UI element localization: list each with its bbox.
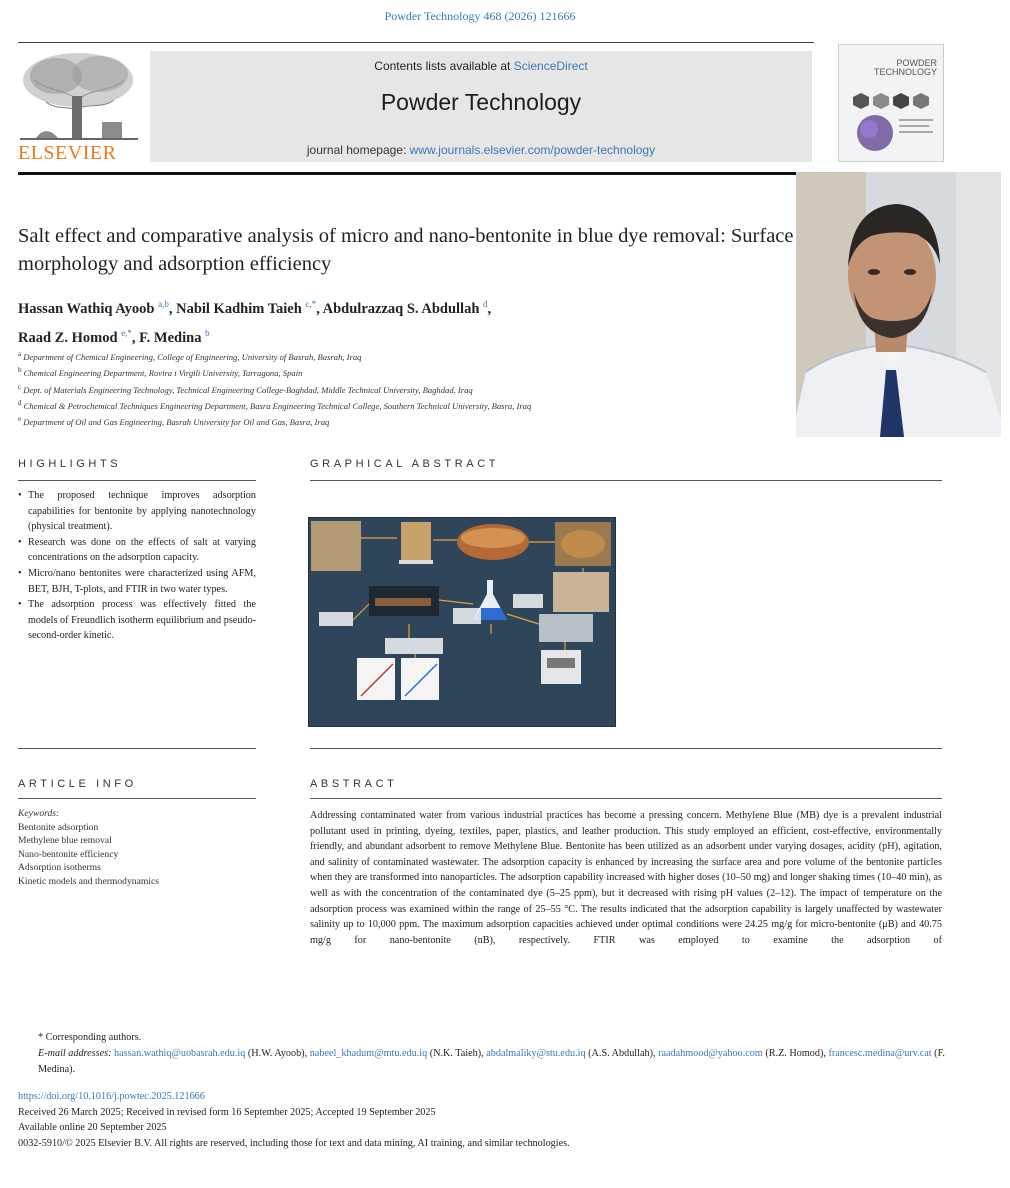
affiliation-text: Chemical Engineering Department, Rovira i Virgili University, Tarragona, Spain: [23, 368, 303, 379]
affiliation-sup: e: [18, 415, 22, 424]
article-title: Salt effect and comparative analysis of micro and nano-bentonite in blue dye removal: Surface morphology and adsorption efficiency: [18, 225, 794, 275]
affiliation-text: Dept. of Materials Engineering Technology, Technical Engineering College-Baghdad, Middle Technical University, Baghdad, Iraq: [23, 384, 473, 395]
publication-info: [18, 1089, 948, 1151]
author-photo: [796, 172, 1001, 437]
journal-reference-link[interactable]: Powder Technology 468 (2026) 121666: [384, 9, 576, 23]
affiliation-text: Department of Chemical Engineering, College of Engineering, University of Basrah, Basrah, Iraq: [23, 351, 362, 362]
contents-line: [150, 59, 812, 73]
affiliation-sup: d: [18, 398, 22, 407]
highlight-item: • The adsorption process was effectively fitted the models of Freundlich isotherm equilibrium and pseudo-second-order kinetic.: [18, 597, 256, 644]
highlights-heading: HIGHLIGHTS: [18, 458, 122, 470]
email-line: [18, 1046, 948, 1078]
available-online: Available online 20 September 2025: [18, 1122, 167, 1133]
homepage-link[interactable]: www.journals.elsevier.com/powder-technology: [409, 143, 656, 157]
affiliation-sup: a: [18, 350, 22, 358]
email-owner: (F. Medina).: [38, 1048, 945, 1075]
affiliation-sup: c: [18, 382, 22, 391]
email-link[interactable]: nabeel_khadum@mtu.edu.iq: [309, 1048, 428, 1059]
highlights-bottom-rule: [18, 748, 256, 749]
highlight-item: • Research was done on the effects of salt at varying concentrations on the adsorption capacity.: [18, 535, 256, 566]
affiliation-item: [18, 348, 798, 364]
author-affiliation-sup[interactable]: e,*: [121, 327, 132, 338]
email-label: E-mail addresses:: [38, 1048, 112, 1059]
keyword-item: Bentonite adsorption: [18, 821, 99, 833]
header-top-rule: [18, 42, 814, 43]
author-affiliation-sup[interactable]: a,b: [158, 299, 169, 309]
contents-prefix: Contents lists available at: [374, 59, 514, 73]
author-affiliation-sup[interactable]: b: [205, 327, 210, 338]
publication-dates: Received 26 March 2025; Received in revised form 16 September 2025; Accepted 19 September 2025: [18, 1106, 436, 1118]
highlights-list: [18, 488, 256, 644]
highlight-item: • Micro/nano bentonites were characterized using AFM, BET, BJH, T-plots, and FTIR in two water types.: [18, 566, 256, 597]
cover-title-line1: POWDER: [896, 58, 937, 68]
journal-cover-image: [838, 44, 944, 162]
article-info-rule: [18, 798, 256, 799]
homepage-line: [150, 143, 812, 157]
email-link[interactable]: raadahmood@yahoo.com: [658, 1048, 763, 1059]
keyword-item: Nano-bentonite efficiency: [18, 848, 119, 860]
cover-title-line2: TECHNOLOGY: [873, 67, 937, 77]
keyword-item: Methylene blue removal: [18, 835, 112, 847]
abstract-text: Addressing contaminated water from various industrial practices has become a pressing concern. Methylene Blue (MB) dye is a prevalent industrial pollutant used in printing, dyeing, textiles, paper, plastics, and leather production. This study employed an efficient, cost-effective, environmentally friendly, and abundant adsorbent to remove Methylene Blue. Bentonite has been utilized as an adsorbent under varying dosages, acidity (pH), agitation, and salinity of contaminated wastewater. The adsorption capacity is enhanced by increasing the surface area and pore volume of the bentonite particles when they are transformed into nanoparticles. The adsorption capability increased with higher doses (10–50 mg) and longer shaking times (10–40 min), as well as with the concentration of the contaminated dye (5–25 ppm), but it decreased with rising pH values (2–12). The impact of temperature on the adsorption process was examined within the range of 25–55 °C. The results indicated that the adsorption capability is largely unaffected by wastewater salinity up to 10,000 ppm. The maximum adsorption capacities achieved under optimal conditions were 24.25 mg/g for micro-bentonite (μB) and 40.75 mg/g for nano-bentonite (nB), respectively. FTIR was employed to examine the adsorption of: [310, 810, 942, 946]
highlight-item: • The proposed technique improves adsorption capabilities for bentonite by applying nanotechnology (physical treatment).: [18, 488, 256, 535]
author-name[interactable]: Abdulrazzaq S. Abdullah: [322, 300, 480, 317]
author-affiliation-sup[interactable]: d: [483, 299, 488, 309]
elsevier-tree-icon: [16, 50, 142, 142]
author-portrait-icon: [796, 172, 1001, 437]
keyword-item: Kinetic models and thermodynamics: [18, 875, 159, 887]
affiliation-list: [18, 348, 798, 429]
cover-artwork-icon: [843, 85, 939, 157]
affiliation-item: [18, 381, 798, 397]
graphical-abstract-heading: GRAPHICAL ABSTRACT: [310, 458, 500, 470]
author-name[interactable]: F. Medina: [139, 329, 202, 346]
graphical-abstract-image[interactable]: [308, 517, 616, 727]
keyword-item: Adsorption isotherms: [18, 862, 101, 874]
article-info-heading: ARTICLE INFO: [18, 778, 137, 790]
doi-link[interactable]: https://doi.org/10.1016/j.powtec.2025.121666: [18, 1091, 205, 1102]
affiliation-text: Department of Oil and Gas Engineering, Basrah University for Oil and Gas, Basra, Iraq: [23, 416, 330, 427]
elsevier-logo: [16, 50, 142, 165]
graphical-abstract-figure-icon: [309, 518, 615, 726]
author-name[interactable]: Hassan Wathiq Ayoob: [18, 300, 155, 317]
affiliation-item: [18, 397, 798, 413]
email-link[interactable]: hassan.wathiq@uobasrah.edu.iq: [114, 1048, 246, 1059]
journal-name: Powder Technology: [380, 89, 582, 115]
corresponding-note: * Corresponding authors.: [38, 1032, 142, 1043]
author-name[interactable]: Nabil Kadhim Taieh: [176, 300, 302, 317]
email-owner: (A.S. Abdullah),: [588, 1048, 656, 1059]
email-owner: (N.K. Taieh),: [429, 1048, 484, 1059]
homepage-label: journal homepage:: [306, 143, 410, 157]
graphical-abstract-bottom-rule: [310, 748, 942, 749]
corresponding-text: Corresponding authors.: [45, 1032, 142, 1043]
author-list: Hassan Wathiq Ayoob $^{a,b}$, Nabil Kadhim Taieh $^{c,*}$, Abdulrazzaq S. Abdullah $^d$, Raad Z. Homod $^{e,*}$, F. Medina $^b$: [18, 299, 492, 346]
keywords-block: [18, 807, 268, 889]
copyright-line: 0032-5910/© 2025 Elsevier B.V. All rights are reserved, including those for text and data mining, AI training, and similar technologies.: [18, 1137, 570, 1149]
author-affiliation-sup[interactable]: c,*: [305, 299, 317, 309]
email-owner: (R.Z. Homod),: [765, 1048, 826, 1059]
affiliation-item: [18, 413, 798, 429]
affiliation-sup: b: [18, 366, 22, 375]
journal-banner: [150, 51, 812, 162]
keywords-label: Keywords:: [18, 808, 60, 819]
email-link[interactable]: francesc.medina@urv.cat: [828, 1048, 932, 1059]
footnotes: [18, 1030, 948, 1078]
highlights-rule: [18, 480, 256, 481]
email-owner: (H.W. Ayoob),: [247, 1048, 308, 1059]
author-name[interactable]: Raad Z. Homod: [18, 329, 118, 346]
affiliation-text: Chemical & Petrochemical Techniques Engineering Department, Basra Engineering Technical College, Southern Technical University, Basra, Iraq: [23, 400, 532, 411]
graphical-abstract-rule: [310, 480, 942, 481]
email-link[interactable]: abdalmaliky@stu.edu.iq: [486, 1048, 586, 1059]
cover-title: [839, 59, 943, 77]
abstract-rule: [310, 798, 942, 799]
sciencedirect-link[interactable]: ScienceDirect: [513, 59, 588, 73]
elsevier-wordmark: ELSEVIER: [18, 142, 117, 164]
abstract-heading: ABSTRACT: [310, 778, 398, 790]
affiliation-item: [18, 364, 798, 380]
